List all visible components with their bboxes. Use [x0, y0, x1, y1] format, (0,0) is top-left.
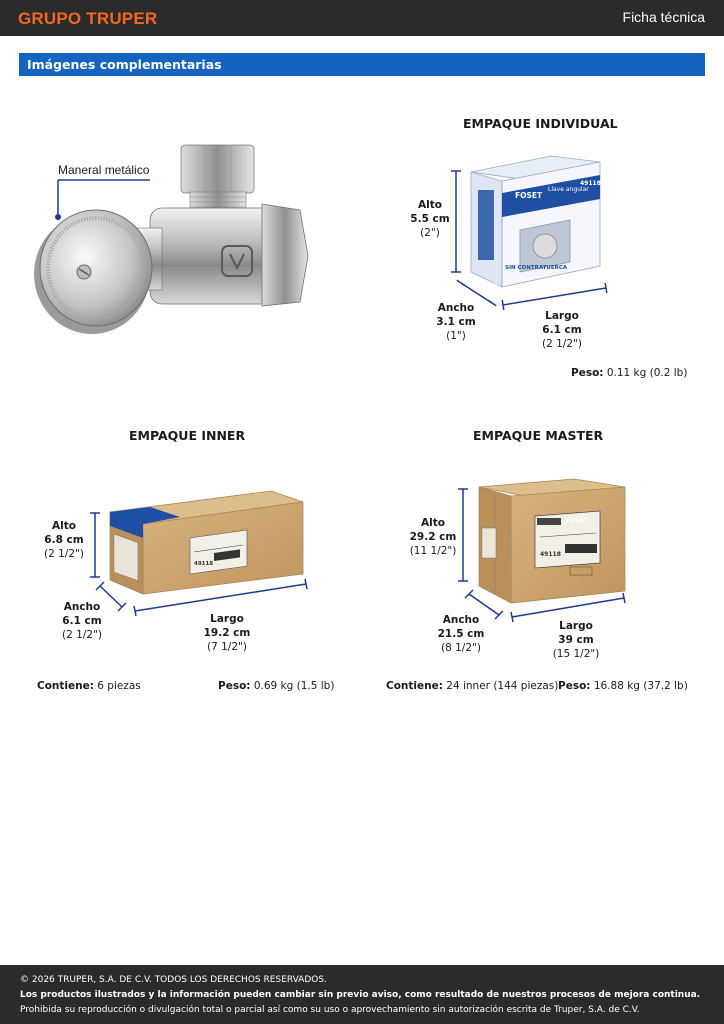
footer-copyright: © 2026 TRUPER, S.A. DE C.V. TODOS LOS DERECHOS RESERVADOS. — [20, 975, 327, 985]
master-ancho-imperial: (8 1/2") — [441, 642, 481, 654]
inner-largo-value: 19.2 cm — [203, 627, 251, 639]
individual-ancho-value: 3.1 cm — [436, 316, 476, 328]
individual-ancho — [436, 301, 476, 343]
individual-largo-imperial: (2 1/2") — [542, 338, 582, 350]
product-callout: Maneral metálico — [58, 163, 150, 177]
inner-peso-label: Peso: — [218, 680, 251, 692]
footer-prohibition: Prohibida su reproducción o divulgación total o parcial así como su uso o aprovechamiento sin autorización escrita de Truper, S.A. de C.V. — [20, 1005, 640, 1015]
master-alto-imperial: (11 1/2") — [409, 545, 457, 557]
master-box-code: 49118 — [540, 551, 561, 558]
individual-largo-label: Largo — [545, 310, 579, 322]
brand-logo: GRUPO TRUPER — [18, 9, 158, 28]
master-peso-value: 16.88 kg (37.2 lb) — [593, 680, 688, 692]
inner-peso — [218, 680, 334, 692]
master-ancho-label: Ancho — [442, 614, 480, 626]
inner-box-illustration — [90, 491, 307, 616]
inner-peso-value: 0.69 kg (1.5 lb) — [253, 680, 335, 692]
master-contiene — [386, 680, 558, 692]
master-contiene-label: Contiene: — [386, 680, 443, 692]
document-type: Ficha técnica — [622, 9, 705, 25]
master-alto-label: Alto — [421, 517, 445, 529]
individual-peso — [571, 367, 687, 379]
individual-peso-value: 0.11 kg (0.2 lb) — [606, 367, 688, 379]
footer — [0, 965, 724, 1024]
individual-package-title: EMPAQUE INDIVIDUAL — [463, 116, 618, 131]
master-package-title: EMPAQUE MASTER — [473, 428, 604, 443]
inner-largo-imperial: (7 1/2") — [207, 641, 247, 653]
master-largo-value: 39 cm — [558, 634, 594, 646]
inner-alto-imperial: (2 1/2") — [44, 548, 84, 560]
individual-alto-label: Alto — [418, 199, 442, 211]
inner-largo-label: Largo — [210, 613, 244, 625]
individual-alto-imperial: (2") — [420, 227, 440, 239]
individual-box-text: Llave angular — [548, 186, 589, 193]
master-box-brand: FOSET — [566, 517, 588, 524]
individual-ancho-imperial: (1") — [446, 330, 466, 342]
master-ancho — [436, 613, 486, 655]
master-contiene-value: 24 inner (144 piezas) — [446, 680, 559, 692]
inner-ancho-label: Ancho — [63, 601, 101, 613]
individual-box-code: 49118 — [580, 180, 601, 187]
inner-contiene — [37, 680, 141, 692]
individual-box-brand: FOSET — [515, 191, 543, 200]
inner-alto — [42, 519, 86, 561]
master-ancho-value: 21.5 cm — [437, 628, 485, 640]
individual-largo — [536, 309, 588, 351]
master-largo-imperial: (15 1/2") — [552, 648, 600, 660]
individual-peso-label: Peso: — [571, 367, 604, 379]
section-title: Imágenes complementarias — [27, 57, 222, 72]
individual-ancho-label: Ancho — [437, 302, 475, 314]
inner-contiene-value: 6 piezas — [97, 680, 141, 692]
master-peso-label: Peso: — [558, 680, 591, 692]
master-largo — [550, 619, 602, 661]
inner-alto-value: 6.8 cm — [44, 534, 84, 546]
individual-alto-value: 5.5 cm — [410, 213, 450, 225]
inner-package-title: EMPAQUE INNER — [129, 428, 246, 443]
inner-alto-label: Alto — [52, 520, 76, 532]
footer-notice: Los productos ilustrados y la información pueden cambiar sin previo aviso, como resultado de nuestros procesos de mejora continua. — [20, 990, 701, 1000]
inner-ancho — [60, 600, 104, 642]
inner-ancho-value: 6.1 cm — [62, 615, 102, 627]
individual-box-note: SIN CONTRATUERCA — [505, 265, 568, 271]
master-alto-value: 29.2 cm — [409, 531, 457, 543]
inner-largo — [200, 612, 254, 654]
master-alto — [408, 516, 458, 558]
individual-alto — [410, 198, 450, 240]
master-peso — [558, 680, 688, 692]
individual-largo-value: 6.1 cm — [542, 324, 582, 336]
master-largo-label: Largo — [559, 620, 593, 632]
inner-box-code: 49118 — [194, 561, 214, 567]
inner-ancho-imperial: (2 1/2") — [62, 629, 102, 641]
inner-contiene-label: Contiene: — [37, 680, 94, 692]
